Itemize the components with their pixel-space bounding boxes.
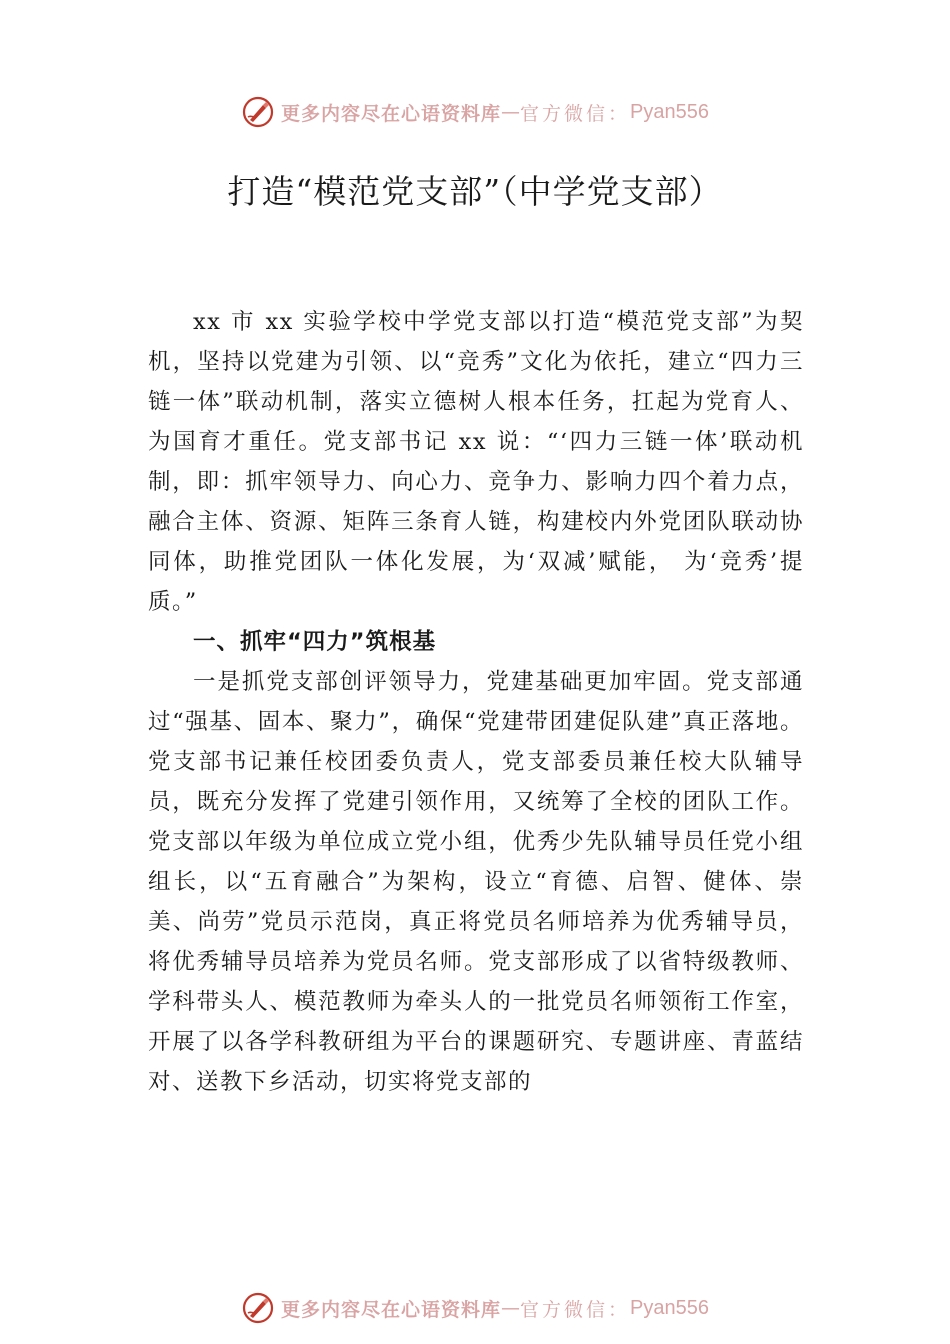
intro-paragraph: xx 市 xx 实验学校中学党支部以打造“模范党支部”为契机，坚持以党建为引领、以“竞秀”文化为依托，建立“四力三链一体”联动机制，落实立德树人根本任务，扛起为党育人、为国育才重任。党支部书记 xx 说：“‘四力三链一体’联动机制，即：抓牢领导力、向心力、竞争力、影响力四个着力点，融合主体、资源、矩阵三条育人链，构建校内外党团队联动协同体，助推党团队一体化发展，为‘双减’赋能， 为‘竞秀’提质。” [148, 309, 804, 615]
banner-wechat-id: Pyan556 [630, 1296, 709, 1319]
header-watermark-banner [0, 92, 950, 132]
pen-logo-icon [241, 1291, 275, 1325]
banner-wechat-label: 官方微信： [520, 1298, 631, 1321]
footer-watermark-banner [0, 1288, 950, 1328]
document-title: 打造“模范党支部”（中学党支部） [227, 172, 723, 211]
banner-wechat-label: 官方微信： [520, 102, 631, 125]
section-paragraph: 一是抓党支部创评领导力，党建基础更加牢固。党支部通过“强基、固本、聚力”，确保“党建带团建促队建”真正落地。党支部书记兼任校团委负责人，党支部委员兼任校大队辅导员，既充分发挥了党建引领作用，又统筹了全校的团队工作。党支部以年级为单位成立党小组，优秀少先队辅导员任党小组组长，以“五育融合”为架构，设立“育德、启智、健体、崇美、尚劳”党员示范岗，真正将党员名师培养为优秀辅导员，将优秀辅导员培养为党员名师。党支部形成了以省特级教师、学科带头人、模范教师为牵头人的一批党员名师领衔工作室，开展了以各学科教研组为平台的课题研究、专题讲座、青蓝结对、送教下乡活动，切实将党支部的 [148, 669, 804, 1095]
section-heading: 一、抓牢“四力”筑根基 [193, 629, 437, 655]
banner-separator: — [501, 1297, 521, 1319]
document-body [148, 302, 804, 1102]
banner-brand-text: 更多内容尽在心语资料库 [281, 102, 502, 125]
banner-separator: — [501, 101, 521, 123]
banner-wechat-id: Pyan556 [630, 100, 709, 123]
pen-logo-icon [241, 95, 275, 129]
banner-brand-text: 更多内容尽在心语资料库 [281, 1298, 502, 1321]
